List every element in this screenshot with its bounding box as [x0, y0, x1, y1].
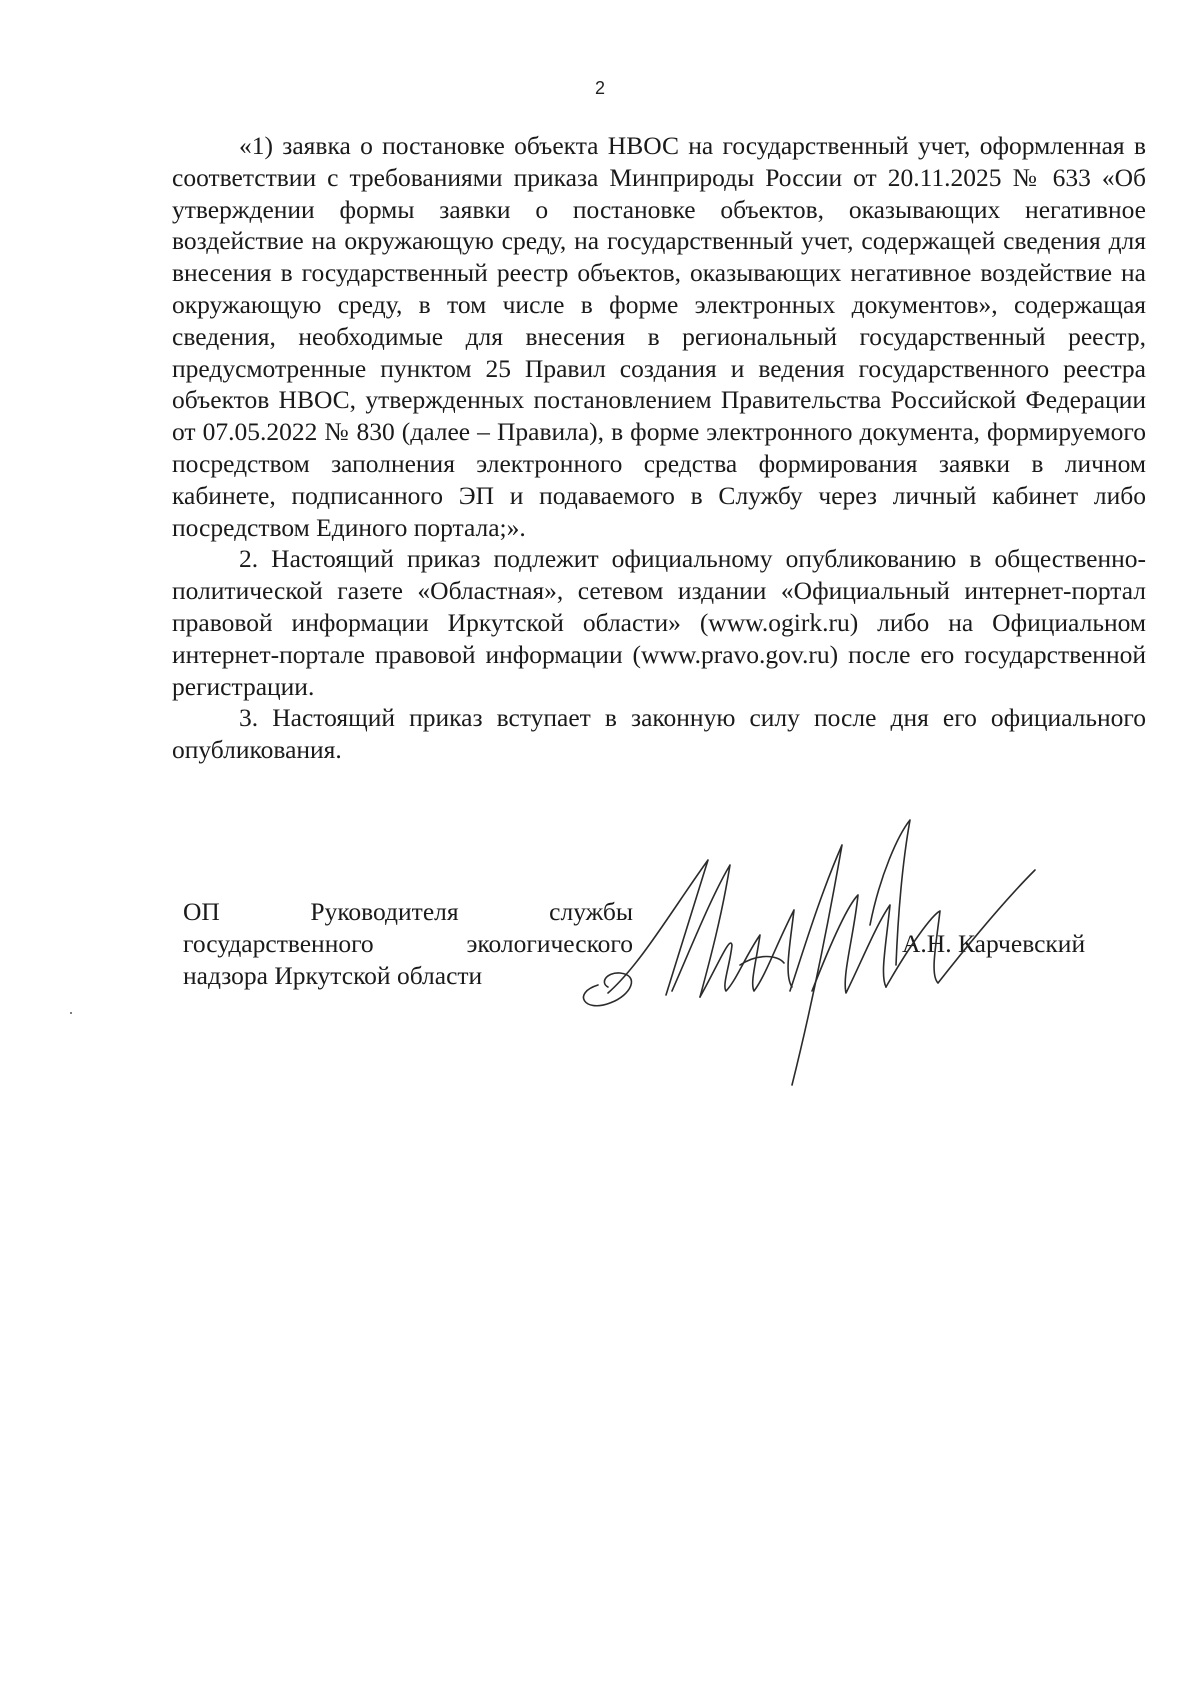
signer-name: А.Н. Карчевский: [902, 929, 1086, 958]
paragraph-item-1: «1) заявка о постановке объекта НВОС на государственный учет, оформленная в соответствии с требованиями приказа Минприроды России от 20.11.2025 № 633 «Об утверждении формы заявки о постановке объектов, оказывающих негативное воздействие на окружающую среду, на государственный учет, содержащей сведения для внесения в государственный реестр объектов, оказывающих негативное воздействие на окружающую среду, в том числе в форме электронных документов», содержащая сведения, необходимые для внесения в региональный государственный реестр, предусмотренные пунктом 25 Правил создания и ведения государственного реестра объектов НВОС, утвержденных постановлением Правительства Российской Федерации от 07.05.2022 № 830 (далее – Правила), в форме электронного документа, формируемого посредством заполнения электронного средства формирования заявки в личном кабинете, подписанного ЭП и подаваемого в Службу через личный кабинет либо посредством Единого портала;».: [172, 131, 1146, 542]
handwritten-signature: [580, 815, 1050, 1105]
document-body: [172, 130, 1146, 766]
paragraph-item-2: 2. Настоящий приказ подлежит официальному опубликованию в общественно-политической газете «Областная», сетевом издании «Официальный интернет-портал правовой информации Иркутской области» (www.ogirk.ru) либо на Официальном интернет-портале правовой информации (www.pravo.gov.ru) после его государственной регистрации.: [172, 544, 1146, 701]
signer-position: [183, 896, 633, 991]
page-number: 2: [594, 78, 605, 98]
signer-position-line: ОП Руководителя службы: [183, 897, 633, 926]
signer-position-line: государственного экологического: [183, 928, 633, 958]
paragraph-item-3: 3. Настоящий приказ вступает в законную силу после дня его официального опубликования.: [172, 703, 1146, 765]
scan-speck: [70, 1012, 72, 1014]
signer-position-line: надзора Иркутской области: [183, 960, 483, 990]
